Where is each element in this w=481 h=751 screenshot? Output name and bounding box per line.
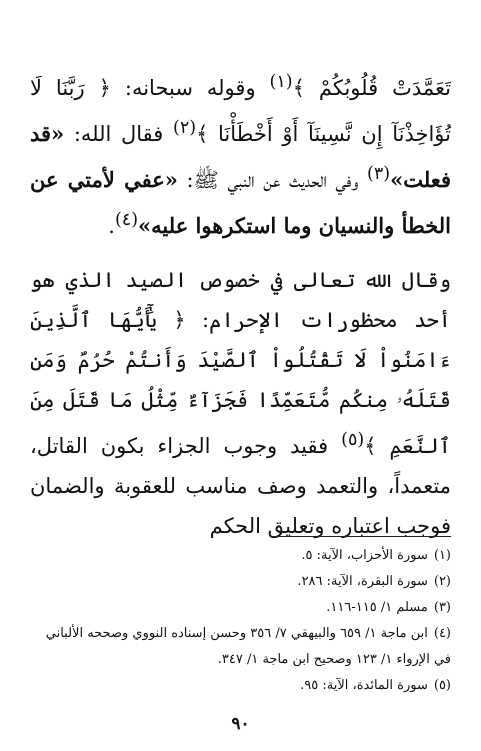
text-segment: فقال الله: bbox=[64, 122, 173, 146]
text-segment: وفي الحديث عن النبي ﷺ: bbox=[177, 168, 368, 192]
paragraph-1 bbox=[30, 62, 451, 246]
footnote-5 bbox=[30, 673, 451, 699]
footnote-1 bbox=[30, 543, 451, 569]
footnote-ref: (١) bbox=[269, 72, 293, 92]
footnote-number: (٤) bbox=[433, 626, 451, 641]
footnote-3 bbox=[30, 595, 451, 621]
footnote-ref: (٤) bbox=[114, 210, 139, 230]
footnote-text: سورة المائدة، الآية: ٩٥. bbox=[300, 678, 428, 693]
footnote-number: (٥) bbox=[433, 678, 451, 693]
text-segment: وقال الله تعالى في خصوص الصيد الذي هو أحد محظورات الإحرام: ﴿ يَٰٓأَيُّهَا ٱلَّذِينَ ءَامَنُواْ لَا تَقْتُلُواْ ٱلصَّيْدَ وَأَنتُمْ حُرُمٌ وَمَن قَتَلَهُۥ مِنكُم مُّتَعَمِّدًا فَجَزَآءٌ مِّثْلُ مَا قَتَلَ مِنَ ٱلنَّعَمِ ﴾ bbox=[30, 268, 451, 458]
footnote-ref: (٥) bbox=[341, 430, 365, 450]
text-segment: . bbox=[108, 214, 115, 238]
main-text bbox=[30, 62, 451, 546]
footnote-number: (٢) bbox=[433, 574, 451, 589]
text-segment: تَعَمَّدَتْ قُلُوبُكُمْ ﴾ bbox=[292, 76, 451, 100]
page-number: ٩٠ bbox=[231, 714, 250, 734]
footnote-text: مسلم ١/ ١١٥-١١٦. bbox=[326, 600, 428, 615]
footnote-ref: (٣) bbox=[367, 164, 391, 184]
text-segment: وقوله سبحانه: ﴿ رَبَّنَا لَا تُؤَاخِذْنَآ إِن نَّسِينَآ أَوْ أَخْطَأْنَا ﴾ bbox=[30, 76, 451, 146]
text-segment: فقيد وجوب الجزاء بكون القاتل، متعمداً، والتعمد وصف مناسب للعقوبة والضمان فوجب اعتباره وتعليق الحكم bbox=[30, 434, 451, 538]
footnote-4 bbox=[30, 621, 451, 673]
footnote-text: سورة البقرة، الآية: ٢٨٦. bbox=[297, 574, 428, 589]
footnote-text: ابن ماجة ١/ ٦٥٩ والبيهقي ٧/ ٣٥٦ وحسن إسناده النووي وصححه الألباني في الإرواء ١/ ١٢٣ وصحيح ابن ماجة ١/ ٣٤٧. bbox=[45, 626, 451, 667]
footnote-number: (١) bbox=[433, 548, 451, 563]
footnote-ref: (٢) bbox=[173, 118, 197, 138]
footnote-divider bbox=[271, 536, 451, 537]
footnote-text: سورة الأحزاب، الآية: ٥. bbox=[301, 548, 428, 563]
hadith-quote: «قد فعلت» bbox=[30, 121, 451, 192]
footnote-2 bbox=[30, 569, 451, 595]
hadith-quote: «عفي لأمتي عن الخطأ والنسيان وما استكرهوا عليه» bbox=[30, 167, 451, 238]
footnote-number: (٣) bbox=[433, 600, 451, 615]
footnotes bbox=[30, 543, 451, 699]
paragraph-2 bbox=[30, 260, 451, 546]
